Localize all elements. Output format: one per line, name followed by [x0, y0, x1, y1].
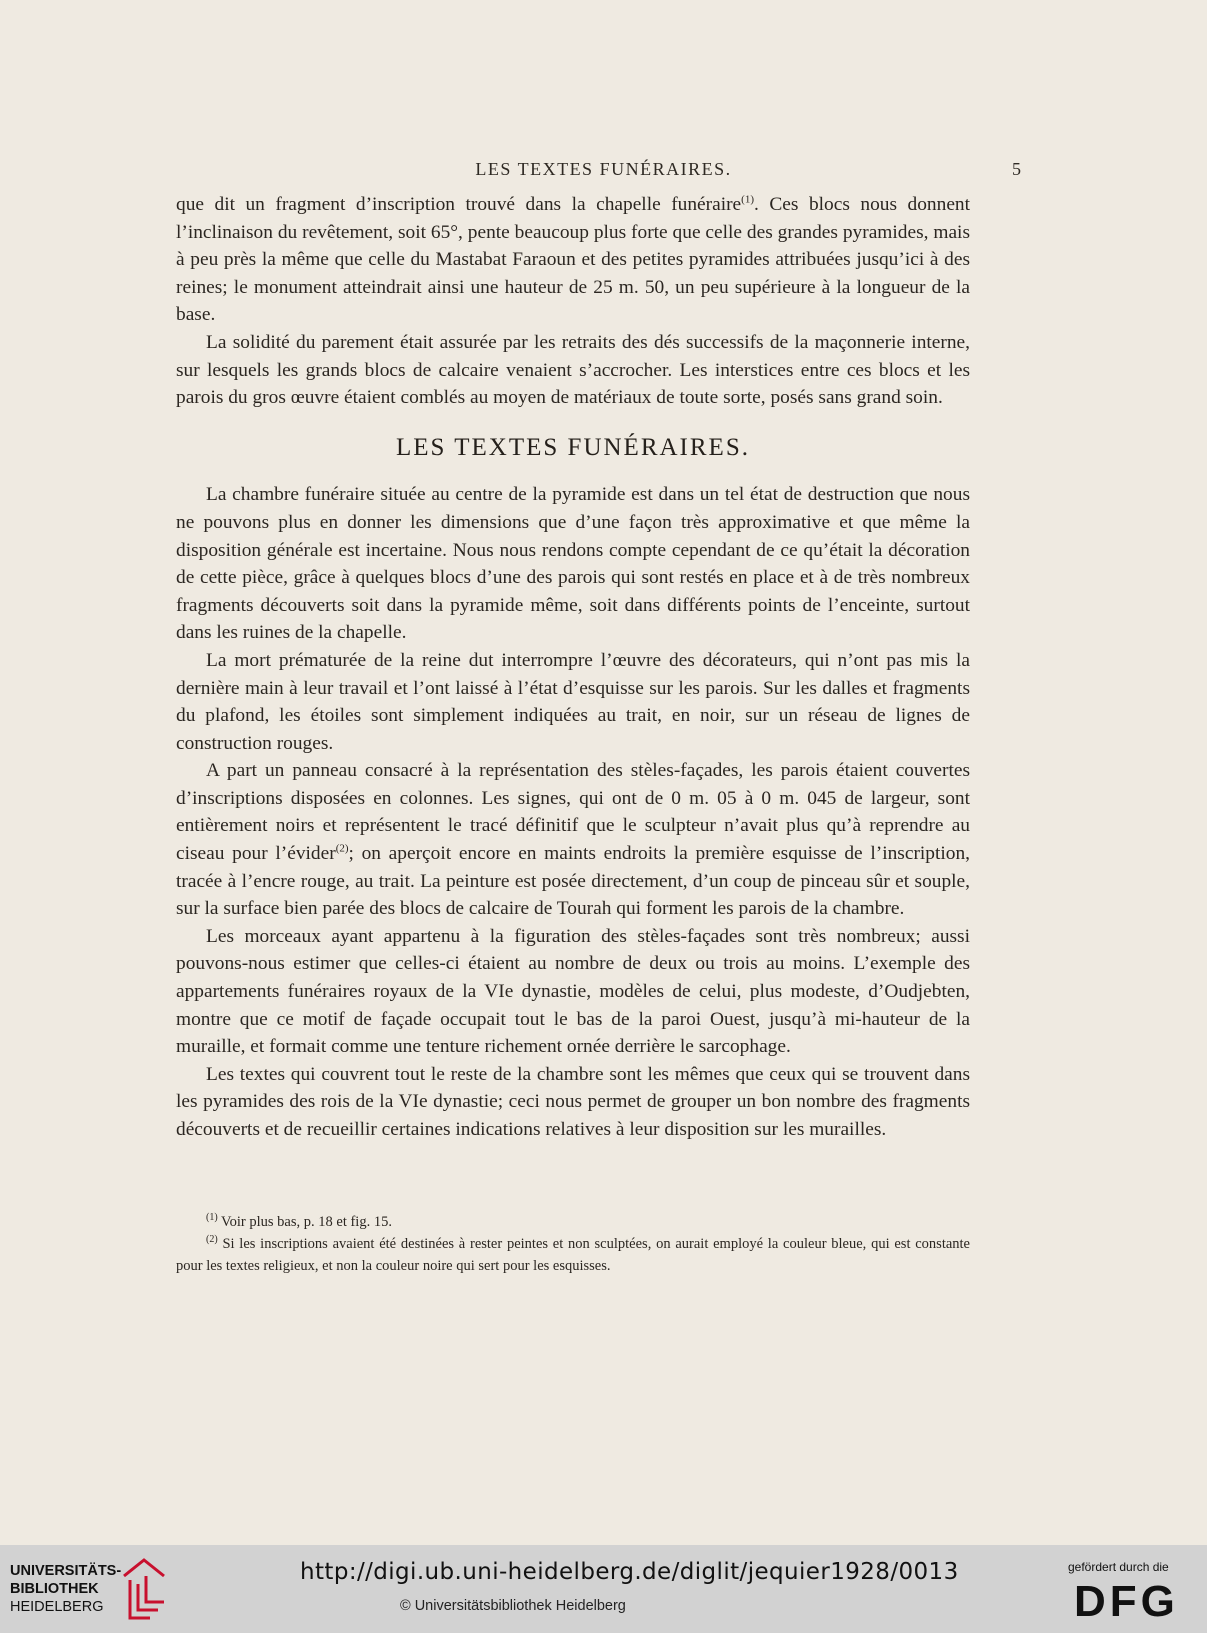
paragraph-5: [176, 757, 970, 923]
paragraph-text: que dit un fragment d’inscription trouvé dans la chapelle funéraire: [176, 194, 742, 215]
viewer-footer: [0, 1545, 1207, 1633]
footnote-text: Voir plus bas, p. 18 et fig. 15.: [221, 1214, 392, 1230]
footnote-ref-1: (1): [741, 193, 754, 206]
body-text: [176, 191, 970, 1144]
paragraph-4: La mort prématurée de la reine dut interrompre l’œuvre des décorateurs, qui n’ont pas mis la dernière main à leur travail et l’ont laissé à l’état d’esquisse sur les parois. Sur les dalles et fragments du plafond, les étoiles sont simplement indiquées au trait, en noir, sur un réseau de lignes de construction rouges.: [176, 649, 970, 754]
funded-by-label: gefördert durch die: [1068, 1560, 1169, 1574]
library-name-line: BIBLIOTHEK: [10, 1581, 99, 1597]
section-heading: LES TEXTES FUNÉRAIRES.: [396, 433, 750, 461]
footnote-mark: (2): [206, 1234, 218, 1246]
paragraph-text: . Ces blocs nous donnent l’inclinaison du revêtement, soit 65°, pente beaucoup plus forte que celle des grandes pyramides, mais à peu près la même que celle du Mastabat Faraoun et des petites pyramides attribuées jusqu’ici à des reines; le monument atteindrait ainsi une hauteur de 25 m. 50, un peu supérieure à la longueur de la base.: [176, 194, 971, 326]
paragraph-text: ; on aperçoit encore en maints endroits la première esquisse de l’inscription, tracée à l’encre rouge, au trait. La peinture est posée directement, d’un coup de pinceau sûr et souple, sur la surface bien parée des blocs de calcaire de Tourah qui forment les parois de la chambre.: [176, 843, 970, 920]
footnote-mark: (1): [206, 1212, 218, 1224]
page-number: 5: [1012, 159, 1021, 179]
paragraph-2: La solidité du parement était assurée par les retraits des dés successifs de la maçonnerie interne, sur lesquels les grands blocs de calcaire venaient s’accrocher. Les interstices entre ces blocs et les parois du gros œuvre étaient comblés au moyen de matériaux de toute sorte, posés sans grand soin.: [176, 331, 970, 409]
paragraph-7: Les textes qui couvrent tout le reste de la chambre sont les mêmes que ceux qui se trouvent dans les pyramides des rois de la VIe dynastie; ceci nous permet de grouper un bon nombre des fragments découverts et de recueillir certaines indications relatives à leur disposition sur les murailles.: [176, 1063, 970, 1140]
footnotes: [176, 1211, 970, 1277]
library-name: [10, 1562, 121, 1616]
permalink-url[interactable]: http://digi.ub.uni-heidelberg.de/diglit/jequier1928/0013: [300, 1559, 959, 1585]
running-header: [176, 159, 1031, 183]
library-name-line: UNIVERSITÄTS-: [10, 1563, 122, 1579]
library-logo-icon: [120, 1554, 168, 1624]
footnote-1: [176, 1211, 970, 1233]
footnote-ref-2: (2): [335, 842, 349, 855]
paragraph-1: [176, 191, 970, 329]
running-title: LES TEXTES FUNÉRAIRES.: [475, 159, 732, 179]
library-name-line: HEIDELBERG: [10, 1599, 104, 1615]
paragraph-3: La chambre funéraire située au centre de la pyramide est dans un tel état de destruction que nous ne pouvons plus en donner les dimensions que d’une façon très approximative et que même la disposition générale est incertaine. Nous nous rendons compte cependant de ce qu’était la décoration de cette pièce, grâce à quelques blocs d’une des parois qui sont restés en place et à de très nombreux fragments découverts soit dans la pyramide même, soit dans différents points de l’enceinte, surtout dans les ruines de la chapelle.: [176, 484, 970, 644]
paragraph-6: Les morceaux ayant appartenu à la figuration des stèles-façades sont très nombreux; aussi pouvons-nous estimer que celles-ci étaient au nombre de deux ou trois au moins. L’exemple des appartements funéraires royaux de la VIe dynastie, modèles de celui, plus modeste, d’Oudjebten, montre que ce motif de façade occupait tout le bas de la paroi Ouest, jusqu’à mi-hauteur de la muraille, et formait comme une tenture richement ornée derrière le sarcophage.: [176, 925, 970, 1058]
paragraph-text: A part un panneau consacré à la représentation des stèles-façades, les parois étaient couvertes d’inscriptions disposées en colonnes. Les signes, qui ont de 0 m. 05 à 0 m. 045 de largeur, sont entièrement noirs et représentent le tracé définitif que le sculpteur n’avait plus qu’à reprendre au ciseau pour l’évider: [176, 760, 970, 865]
footnote-text: Si les inscriptions avaient été destinées à rester peintes et non sculptées, on aurait employé la couleur bleue, qui est constante pour les textes religieux, et non la couleur noire qui sert pour les esquisses.: [176, 1236, 970, 1274]
copyright-notice: © Universitätsbibliothek Heidelberg: [400, 1598, 626, 1614]
dfg-logo: DFG: [1074, 1577, 1179, 1626]
footnote-2: [176, 1233, 970, 1277]
